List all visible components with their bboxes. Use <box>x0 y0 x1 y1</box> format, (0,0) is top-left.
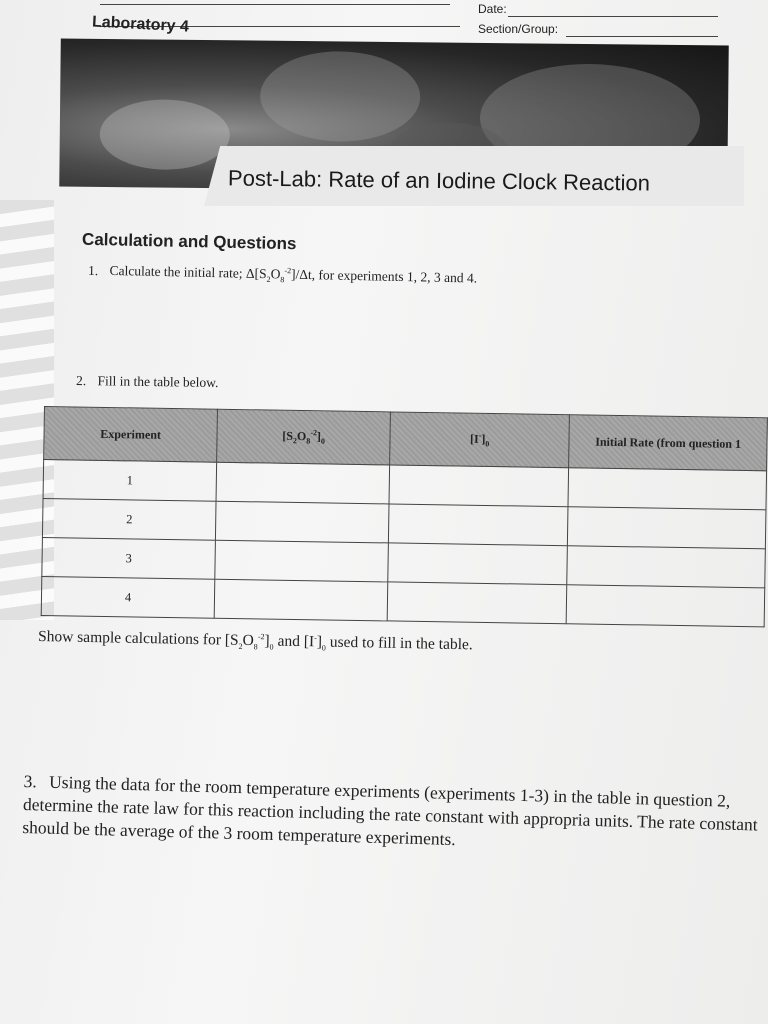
cell-experiment: 4 <box>41 576 215 618</box>
question-3 <box>22 770 764 860</box>
cell-initial-rate[interactable] <box>568 468 766 510</box>
question-1: 1. Calculate the initial rate; $\Delta[S_2O_8^{-2}]/\Delta t$, for experiments 1, 2, 3 and 4. <box>87 262 478 286</box>
question-1-text-b: ]/Δt, for experiments 1, 2, 3 and 4. <box>290 266 478 286</box>
header-rule-1 <box>100 4 450 5</box>
lab-number-tab: Laboratory 4 <box>91 13 190 36</box>
date-label: Date: <box>478 2 507 16</box>
cell-experiment: 3 <box>42 537 216 579</box>
cell-initial-rate[interactable] <box>566 585 764 627</box>
section-title: Calculation and Questions <box>81 229 297 254</box>
cell-experiment: 2 <box>42 498 216 540</box>
question-2-text: Fill in the table below. <box>97 373 219 390</box>
cell-persulfate-conc[interactable] <box>216 462 390 504</box>
sample-calc-text-c: used to fill in the table. <box>325 633 473 654</box>
question-2 <box>76 373 219 391</box>
sample-calc-text-b: and [I <box>273 632 315 651</box>
sample-calculation-prompt: Show sample calculations for $[S_2O_8^{-2}]_0$ and $[I^-]_0$ used to fill in the table. <box>37 627 473 654</box>
header-persulfate-conc: $[S_2O_8^{-2}]_0$ <box>217 409 391 465</box>
cell-persulfate-conc[interactable] <box>215 540 389 582</box>
cell-persulfate-conc[interactable] <box>214 579 388 621</box>
data-table <box>41 406 768 627</box>
cell-persulfate-conc[interactable] <box>215 501 389 543</box>
cell-initial-rate[interactable] <box>567 546 765 588</box>
question-3-number: 3. <box>23 770 38 792</box>
cell-iodide-conc[interactable] <box>388 543 568 585</box>
question-3-text: Using the data for the room temperature experiments (experiments 1-3) in the table in question 2, determine the rate law for this reaction including the rate constant with appropria units. The rate constant should be the average of the 3 room temperature experiments. <box>22 771 758 850</box>
section-group-field-line[interactable] <box>566 36 718 37</box>
section-group-label: Section/Group: <box>478 22 559 36</box>
cell-iodide-conc[interactable] <box>387 582 567 624</box>
header-experiment: Experiment <box>44 407 218 463</box>
cell-iodide-conc[interactable] <box>389 504 569 546</box>
question-1-text-a: Calculate the initial rate; Δ[S <box>109 262 267 282</box>
header-iodide-conc: $[I^-]_0$ <box>390 412 570 468</box>
date-field-line[interactable] <box>508 16 718 17</box>
cell-experiment: 1 <box>43 460 217 502</box>
cell-iodide-conc[interactable] <box>389 465 569 507</box>
header-initial-rate: Initial Rate (from question 1 <box>569 415 767 471</box>
question-2-number: 2. <box>75 373 87 389</box>
question-1-number: 1. <box>87 262 99 278</box>
page-title: Post-Lab: Rate of an Iodine Clock Reaction <box>227 165 651 196</box>
sample-calc-text-a: Show sample calculations for [S <box>37 627 239 649</box>
cell-initial-rate[interactable] <box>568 507 766 549</box>
